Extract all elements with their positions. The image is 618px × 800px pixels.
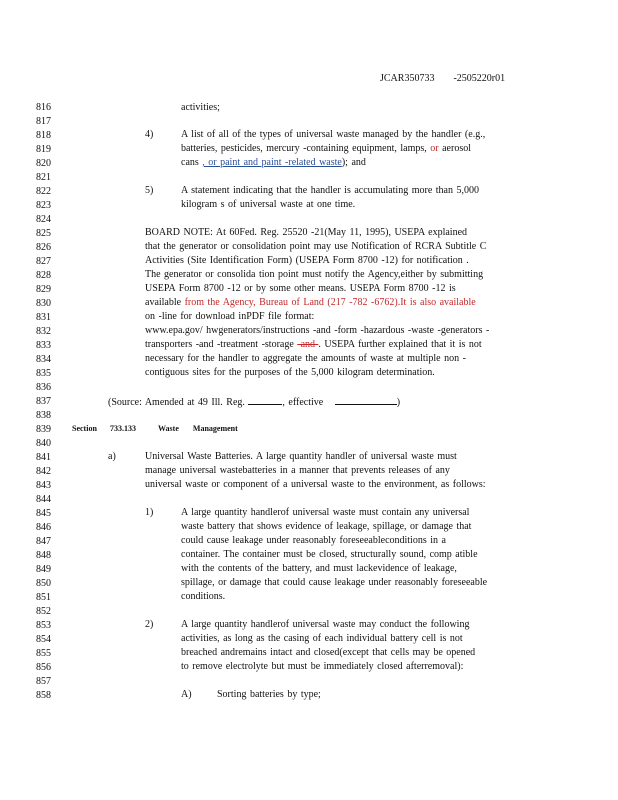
line-number: 826 <box>36 242 51 253</box>
item-5-line-1: A statement indicating that the handler is accumulating more than 5,000 <box>181 185 479 196</box>
blank-effective-date <box>335 395 397 405</box>
line-number: 830 <box>36 298 51 309</box>
item-4-line-1: A list of all of the types of universal waste managed by the handler (e.g., <box>181 129 486 140</box>
board-note-line-11: contiguous sites for the purposes of the 5,000 kilogram determination. <box>145 367 435 378</box>
item-1-line-1: A large quantity handlerof universal waste must contain any universal <box>181 507 470 518</box>
line-number: 847 <box>36 536 51 547</box>
line-number: 845 <box>36 508 51 519</box>
item-1-line-2: waste battery that shows evidence of leakage, spillage, or damage that <box>181 521 472 532</box>
line-number: 825 <box>36 228 51 239</box>
item-1-line-6: spillage, or damage that could cause leakage under reasonably foreseeable <box>181 577 488 588</box>
board-note-line-1: BOARD NOTE: At 60Fed. Reg. 25520 -21(May 11, 1995), USEPA explained <box>145 227 468 238</box>
line-number: 836 <box>36 382 51 393</box>
item-1-line-3: could cause leakage under reasonably foreseeableconditions in a <box>181 535 446 546</box>
subsection-a-line-3: universal waste or component of a universal waste to the environment, as follows: <box>145 479 486 490</box>
item-A-text: Sorting batteries by type; <box>217 689 321 700</box>
line-number: 828 <box>36 270 51 281</box>
item-2-line-4: to remove electrolyte but must be immediately closed afterremoval): <box>181 661 464 672</box>
doc-version: -2505220r01 <box>453 73 506 84</box>
board-note-line-5: USEPA Form 8700 -12 or by some other means. USEPA Form 8700 -12 is <box>145 283 456 294</box>
board-note-line-7: on -line for download inPDF file format: <box>145 311 315 322</box>
line-number: 857 <box>36 676 51 687</box>
item-A-number: A) <box>181 689 192 700</box>
board-note-line-10: necessary for the handler to aggregate the amounts of waste at multiple non - <box>145 353 466 364</box>
subsection-a-number: a) <box>108 451 116 462</box>
line-number: 834 <box>36 354 51 365</box>
subsection-a-line-2: manage universal wastebatteries in a manner that prevents releases of any <box>145 465 450 476</box>
line-number: 839 <box>36 424 51 435</box>
line-number: 853 <box>36 620 51 631</box>
section-label: Section <box>72 424 97 433</box>
deleted-text: -and- <box>297 339 319 350</box>
blank-reg-number <box>248 395 282 405</box>
item-4-line-3: cans , or paint and paint -related waste); and <box>181 157 366 168</box>
line-number: 855 <box>36 648 51 659</box>
line-number: 832 <box>36 326 51 337</box>
item-4-number: 4) <box>145 129 154 140</box>
board-note-line-3: Activities (Site Identification Form) (USEPA Form 8700 -12) for notification . <box>145 255 469 266</box>
line-number: 852 <box>36 606 51 617</box>
source-note: (Source: Amended at 49 Ill. Reg. , effective ) <box>108 397 401 408</box>
line-number: 821 <box>36 172 51 183</box>
page-header <box>380 73 505 84</box>
item-4-line-2: batteries, pesticides, mercury -containing equipment, lamps, or aerosol <box>181 143 471 154</box>
section-title: Waste Management <box>158 424 238 433</box>
line-number: 856 <box>36 662 51 673</box>
item-1-line-4: container. The container must be closed, structurally sound, comp atible <box>181 549 478 560</box>
item-5-line-2: kilogram s of universal waste at one time. <box>181 199 356 210</box>
line-number: 838 <box>36 410 51 421</box>
board-note-line-6: available from the Agency, Bureau of Land (217 -782 -6762).It is also available <box>145 297 476 308</box>
item-2-number: 2) <box>145 619 154 630</box>
line-number: 846 <box>36 522 51 533</box>
line-number: 822 <box>36 186 51 197</box>
item-1-line-5: with the contents of the battery, and must lackevidence of leakage, <box>181 563 457 574</box>
board-note-line-9: transporters -and -treatment -storage -and-. USEPA further explained that it is not <box>145 339 482 350</box>
item-1-number: 1) <box>145 507 154 518</box>
line-number: 848 <box>36 550 51 561</box>
line-number: 817 <box>36 116 51 127</box>
item-2-line-2: activities, as long as the casing of each individual battery cell is not <box>181 633 463 644</box>
line-number: 820 <box>36 158 51 169</box>
item-1-line-7: conditions. <box>181 591 226 602</box>
board-note-line-4: The generator or consolida tion point must notify the Agency,either by submitting <box>145 269 484 280</box>
item-5-number: 5) <box>145 185 154 196</box>
line-816-text: activities; <box>181 102 220 113</box>
line-number: 818 <box>36 130 51 141</box>
line-number: 829 <box>36 284 51 295</box>
board-note-line-2: that the generator or consolidation point may use Notification of RCRA Subtitle C <box>145 241 487 252</box>
inserted-text-underlined: , or paint and paint -related waste <box>202 157 342 168</box>
line-number: 850 <box>36 578 51 589</box>
line-number: 843 <box>36 480 51 491</box>
line-number: 823 <box>36 200 51 211</box>
line-number: 842 <box>36 466 51 477</box>
line-number: 827 <box>36 256 51 267</box>
line-number: 833 <box>36 340 51 351</box>
doc-id: JCAR350733 <box>380 73 435 84</box>
item-2-line-1: A large quantity handlerof universal waste may conduct the following <box>181 619 470 630</box>
inserted-text: or <box>430 143 439 154</box>
section-number: 733.133 <box>110 424 136 433</box>
line-number: 858 <box>36 690 51 701</box>
line-number: 849 <box>36 564 51 575</box>
line-number: 840 <box>36 438 51 449</box>
line-number: 837 <box>36 396 51 407</box>
line-number: 831 <box>36 312 51 323</box>
line-number: 816 <box>36 102 51 113</box>
line-number: 851 <box>36 592 51 603</box>
subsection-a-line-1: Universal Waste Batteries. A large quantity handler of universal waste must <box>145 451 457 462</box>
item-2-line-3: breached andremains intact and closed(except that cells may be opened <box>181 647 476 658</box>
line-number: 854 <box>36 634 51 645</box>
inserted-text: from the Agency, Bureau of Land (217 -782 -6762).It is also available <box>184 297 476 308</box>
line-number: 819 <box>36 144 51 155</box>
line-number: 841 <box>36 452 51 463</box>
board-note-line-8: www.epa.gov/ hwgenerators/instructions -and -form -hazardous -waste -generators - <box>145 325 490 336</box>
line-number: 844 <box>36 494 51 505</box>
line-number: 824 <box>36 214 51 225</box>
line-number: 835 <box>36 368 51 379</box>
